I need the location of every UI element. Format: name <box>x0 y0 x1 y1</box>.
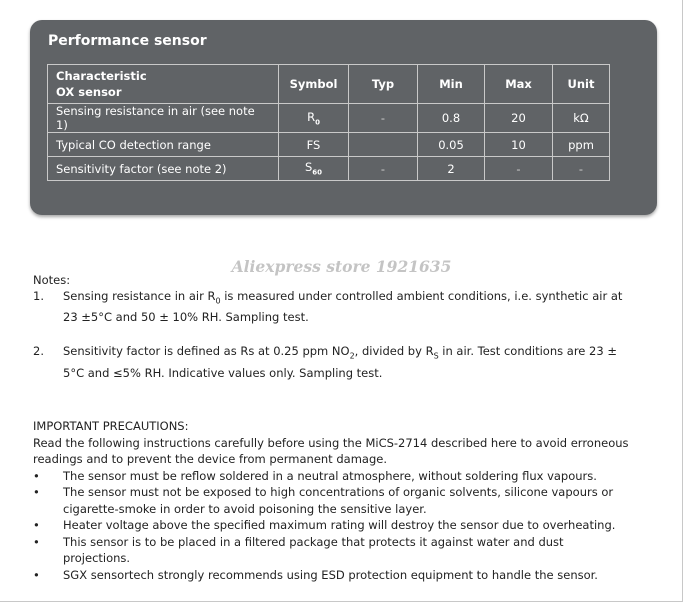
precautions-heading: IMPORTANT PRECAUTIONS: <box>33 419 189 433</box>
note-text: is measured under controlled ambient conditions, i.e. synthetic air at 23 ±5°C and 50 ± 10% RH. Sampling test. <box>63 289 623 325</box>
cell-unit: ppm <box>553 133 610 157</box>
note-item <box>33 288 633 325</box>
note-subscript: S <box>433 351 439 361</box>
header-characteristic-line1: Characteristic <box>56 69 147 83</box>
table-row <box>48 104 610 133</box>
list-item <box>33 468 633 485</box>
table-row <box>48 133 610 157</box>
header-characteristic-line2: OX sensor <box>56 85 122 99</box>
cell-characteristic: Sensitivity factor (see note 2) <box>48 157 279 181</box>
header-max: Max <box>485 65 553 104</box>
note-text: in air. Test conditions are 23 ± 5°C and ≤5% RH. Indicative values only. Sampling test. <box>63 344 617 380</box>
symbol-text: R <box>307 109 316 124</box>
note-subscript: 2 <box>349 351 355 361</box>
header-unit: Unit <box>553 65 610 104</box>
bullet-icon: • <box>33 485 40 499</box>
list-item <box>33 517 633 534</box>
cell-max: - <box>485 157 553 181</box>
note-item <box>33 343 633 380</box>
note-subscript: 0 <box>215 296 221 306</box>
cell-symbol <box>279 157 349 181</box>
note-number: 1. <box>33 289 44 303</box>
note-number: 2. <box>33 344 44 359</box>
cell-typ: - <box>349 104 418 133</box>
table-header-row <box>48 65 610 104</box>
cell-characteristic: Sensing resistance in air (see note 1) <box>48 104 279 133</box>
header-characteristic <box>48 65 279 104</box>
cell-max: 20 <box>485 104 553 133</box>
precaution-text: The sensor must be reflow soldered in a neutral atmosphere, without soldering flux vapours. <box>63 468 597 483</box>
symbol-text: S <box>304 160 313 175</box>
cell-unit: kΩ <box>553 104 610 133</box>
header-typ: Typ <box>349 65 418 104</box>
panel-title: Performance sensor <box>48 33 207 49</box>
notes-section <box>33 272 633 381</box>
performance-panel <box>30 20 657 215</box>
precaution-text: This sensor is to be placed in a filtered package that protects it against water and dust projections. <box>63 534 564 565</box>
notes-heading: Notes: <box>33 273 71 287</box>
precaution-text: The sensor must not be exposed to high concentrations of organic solvents, silicone vapours or cigarette-smoke in order to avoid poisoning the sensitive layer. <box>63 485 614 516</box>
precautions-section <box>33 418 633 583</box>
cell-unit: - <box>553 157 610 181</box>
bullet-icon: • <box>33 534 40 549</box>
list-item <box>33 484 633 517</box>
bullet-icon: • <box>33 567 40 582</box>
cell-symbol <box>279 104 349 133</box>
list-item <box>33 567 633 584</box>
precautions-list <box>33 468 633 584</box>
cell-characteristic: Typical CO detection range <box>48 133 279 157</box>
table-row <box>48 157 610 181</box>
symbol-subscript: 60 <box>312 168 323 177</box>
precaution-text: SGX sensortech strongly recommends using ESD protection equipment to handle the sensor. <box>63 567 598 582</box>
bullet-icon: • <box>33 468 40 483</box>
symbol-subscript: 0 <box>315 118 320 127</box>
cell-min: 0.05 <box>418 133 485 157</box>
performance-table <box>47 64 610 181</box>
cell-symbol <box>279 133 349 157</box>
precaution-text: Heater voltage above the specified maximum rating will destroy the sensor due to overheating. <box>63 518 616 532</box>
header-min: Min <box>418 65 485 104</box>
note-text: Sensitivity factor is defined as Rs at 0.25 ppm NO <box>63 344 350 359</box>
cell-min: 2 <box>418 157 485 181</box>
note-text: Sensing resistance in air R <box>63 289 216 303</box>
precautions-intro: Read the following instructions carefully before using the MiCS-2714 described here to avoid erroneous readings and to prevent the device from permanent damage. <box>33 435 629 466</box>
cell-typ: - <box>349 157 418 181</box>
cell-min: 0.8 <box>418 104 485 133</box>
list-item <box>33 534 633 567</box>
cell-typ <box>349 133 418 157</box>
note-text: , divided by R <box>354 344 434 359</box>
cell-max: 10 <box>485 133 553 157</box>
header-symbol: Symbol <box>279 65 349 104</box>
store-watermark: Aliexpress store 1921635 <box>231 257 452 276</box>
symbol-text: FS <box>306 137 321 152</box>
bullet-icon: • <box>33 518 40 532</box>
